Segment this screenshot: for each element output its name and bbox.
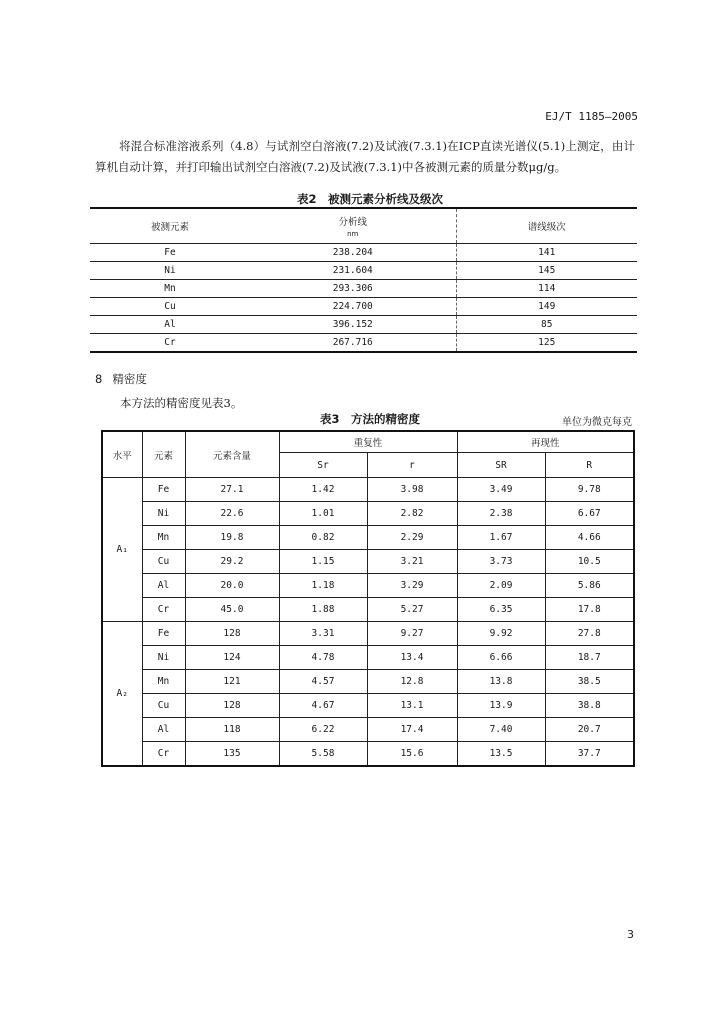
table3-cell-sR: 2.09: [457, 574, 545, 598]
table3-cell-sr: 4.57: [279, 670, 367, 694]
table3-cell-content: 29.2: [185, 550, 279, 574]
table-row: [102, 742, 634, 767]
table3-cell-sR: 2.38: [457, 502, 545, 526]
table3-title: 表3 方法的精密度: [319, 412, 420, 426]
page-number: 3: [627, 928, 634, 941]
table2-body: [90, 244, 637, 353]
table3-cell-element: Fe: [142, 478, 185, 502]
table3-cell-sR: 13.9: [457, 694, 545, 718]
table2-header-order: 谱线级次: [456, 208, 637, 244]
table3-cell-sr: 6.22: [279, 718, 367, 742]
table3-cell-sR: 6.35: [457, 598, 545, 622]
table3-cell-sr: 5.58: [279, 742, 367, 767]
table3-header-content: 元素含量: [185, 431, 279, 478]
table3-header-r: r: [367, 453, 457, 478]
table2-cell-element: Ni: [90, 262, 250, 280]
table2-cell-element: Cr: [90, 334, 250, 353]
table-row: [102, 478, 634, 502]
table-row: [102, 550, 634, 574]
table2-cell-line: 231.604: [250, 262, 456, 280]
table3-header-reproducibility: 再现性: [457, 431, 634, 453]
table3-cell-content: 19.8: [185, 526, 279, 550]
table3-cell-level: A₂: [102, 622, 142, 767]
table3-cell-sr: 1.18: [279, 574, 367, 598]
table3-cell-element: Cu: [142, 550, 185, 574]
table2-cell-order: 114: [456, 280, 637, 298]
table2-cell-element: Al: [90, 316, 250, 334]
table3-cell-element: Ni: [142, 502, 185, 526]
table2-cell-order: 149: [456, 298, 637, 316]
table2-title: 表2 被测元素分析线及级次: [296, 192, 443, 206]
table3-cell-sr: 1.15: [279, 550, 367, 574]
table2-cell-order: 125: [456, 334, 637, 353]
table3-cell-R: 20.7: [545, 718, 634, 742]
table3-cell-r: 3.21: [367, 550, 457, 574]
table3-cell-r: 13.1: [367, 694, 457, 718]
table3-cell-sr: 1.42: [279, 478, 367, 502]
table-row: [102, 574, 634, 598]
table3-cell-R: 27.8: [545, 622, 634, 646]
table-row: [102, 526, 634, 550]
section-heading: [95, 371, 147, 387]
table3-cell-sR: 6.66: [457, 646, 545, 670]
table3-cell-content: 135: [185, 742, 279, 767]
table3-cell-sR: 3.73: [457, 550, 545, 574]
table3-cell-element: Mn: [142, 670, 185, 694]
table3-cell-sr: 3.31: [279, 622, 367, 646]
table2-cell-order: 85: [456, 316, 637, 334]
table2-cell-order: 141: [456, 244, 637, 262]
table3-cell-R: 6.67: [545, 502, 634, 526]
table3-header-repeatability: 重复性: [279, 431, 457, 453]
table3-cell-content: 128: [185, 622, 279, 646]
table3-body: [102, 478, 634, 767]
table-row: [102, 622, 634, 646]
table3-header-sr: Sr: [279, 453, 367, 478]
table2-cell-line: 267.716: [250, 334, 456, 353]
section-title: 精密度: [112, 372, 147, 386]
table3-cell-element: Cr: [142, 598, 185, 622]
table2-analysis-lines: [90, 207, 637, 353]
table3-cell-content: 121: [185, 670, 279, 694]
table3-cell-sR: 1.67: [457, 526, 545, 550]
table3-cell-element: Al: [142, 574, 185, 598]
table3-cell-content: 124: [185, 646, 279, 670]
table3-cell-R: 37.7: [545, 742, 634, 767]
section-number: 8: [95, 372, 103, 386]
table2-cell-line: 396.152: [250, 316, 456, 334]
table2-header-line-label: 分析线: [338, 217, 367, 228]
table3-cell-level: A₁: [102, 478, 142, 622]
table3-cell-sR: 9.92: [457, 622, 545, 646]
table3-cell-r: 17.4: [367, 718, 457, 742]
table3-cell-element: Cr: [142, 742, 185, 767]
table3-cell-content: 27.1: [185, 478, 279, 502]
paragraph-measurement: 将混合标准溶液系列（4.8）与试剂空白溶液(7.2)及试液(7.3.1)在ICP直读光谱仪(5.1)上测定，由计算机自动计算，并打印输出试剂空白溶液(7.2)及试液(7.3.1)中各被测元素的质量分数μg/g。: [95, 139, 635, 174]
table3-cell-r: 13.4: [367, 646, 457, 670]
table2-cell-order: 145: [456, 262, 637, 280]
table2-cell-element: Fe: [90, 244, 250, 262]
table2-cell-element: Cu: [90, 298, 250, 316]
table2-cell-line: 293.306: [250, 280, 456, 298]
table3-cell-sr: 1.01: [279, 502, 367, 526]
table-row: [90, 298, 637, 316]
table3-header-level: 水平: [102, 431, 142, 478]
table-row: [90, 316, 637, 334]
table3-cell-R: 4.66: [545, 526, 634, 550]
paragraph-precision-ref: 本方法的精密度见表3。: [120, 396, 243, 410]
table3-cell-r: 3.29: [367, 574, 457, 598]
table-row: [90, 280, 637, 298]
table3-cell-r: 2.29: [367, 526, 457, 550]
table2-cell-line: 238.204: [250, 244, 456, 262]
table3-cell-content: 45.0: [185, 598, 279, 622]
table3-cell-R: 9.78: [545, 478, 634, 502]
table3-cell-sr: 4.78: [279, 646, 367, 670]
table3-unit-note: 单位为微克每克: [562, 417, 632, 428]
table-row: [102, 646, 634, 670]
table3-cell-R: 38.5: [545, 670, 634, 694]
table2-cell-element: Mn: [90, 280, 250, 298]
table3-cell-r: 3.98: [367, 478, 457, 502]
table3-cell-sR: 7.40: [457, 718, 545, 742]
table3-cell-r: 5.27: [367, 598, 457, 622]
table2-header-line: [250, 208, 456, 244]
table2-cell-line: 224.700: [250, 298, 456, 316]
table3-cell-sr: 1.88: [279, 598, 367, 622]
table3-cell-r: 9.27: [367, 622, 457, 646]
table3-header-R: R: [545, 453, 634, 478]
table3-cell-r: 15.6: [367, 742, 457, 767]
table3-cell-R: 18.7: [545, 646, 634, 670]
table3-cell-content: 22.6: [185, 502, 279, 526]
table3-precision: [101, 430, 635, 767]
table3-cell-r: 12.8: [367, 670, 457, 694]
table-row: [90, 244, 637, 262]
table3-cell-element: Fe: [142, 622, 185, 646]
table3-cell-content: 118: [185, 718, 279, 742]
table-row: [102, 598, 634, 622]
table-row: [90, 262, 637, 280]
table3-cell-R: 5.86: [545, 574, 634, 598]
table3-cell-element: Ni: [142, 646, 185, 670]
table3-cell-element: Mn: [142, 526, 185, 550]
table3-header-sR: SR: [457, 453, 545, 478]
table3-cell-sr: 4.67: [279, 694, 367, 718]
table3-cell-element: Cu: [142, 694, 185, 718]
table-row: [102, 670, 634, 694]
table3-cell-sR: 3.49: [457, 478, 545, 502]
table2-header-line-unit: nm: [347, 230, 359, 238]
table3-cell-element: Al: [142, 718, 185, 742]
table3-cell-R: 17.8: [545, 598, 634, 622]
table3-cell-R: 10.5: [545, 550, 634, 574]
table3-cell-content: 128: [185, 694, 279, 718]
table2-header-element: 被测元素: [90, 208, 250, 244]
table2-header-row: [90, 208, 637, 244]
table3-cell-R: 38.8: [545, 694, 634, 718]
table-row: [102, 694, 634, 718]
table3-header-element: 元素: [142, 431, 185, 478]
table-row: [102, 718, 634, 742]
table-row: [102, 502, 634, 526]
table3-cell-content: 20.0: [185, 574, 279, 598]
table3-cell-sR: 13.5: [457, 742, 545, 767]
table-row: [90, 334, 637, 353]
standard-code: EJ/T 1185—2005: [545, 110, 638, 123]
table3-cell-r: 2.82: [367, 502, 457, 526]
table3-cell-sr: 0.82: [279, 526, 367, 550]
table3-cell-sR: 13.8: [457, 670, 545, 694]
table3-header-row-1: [102, 431, 634, 453]
